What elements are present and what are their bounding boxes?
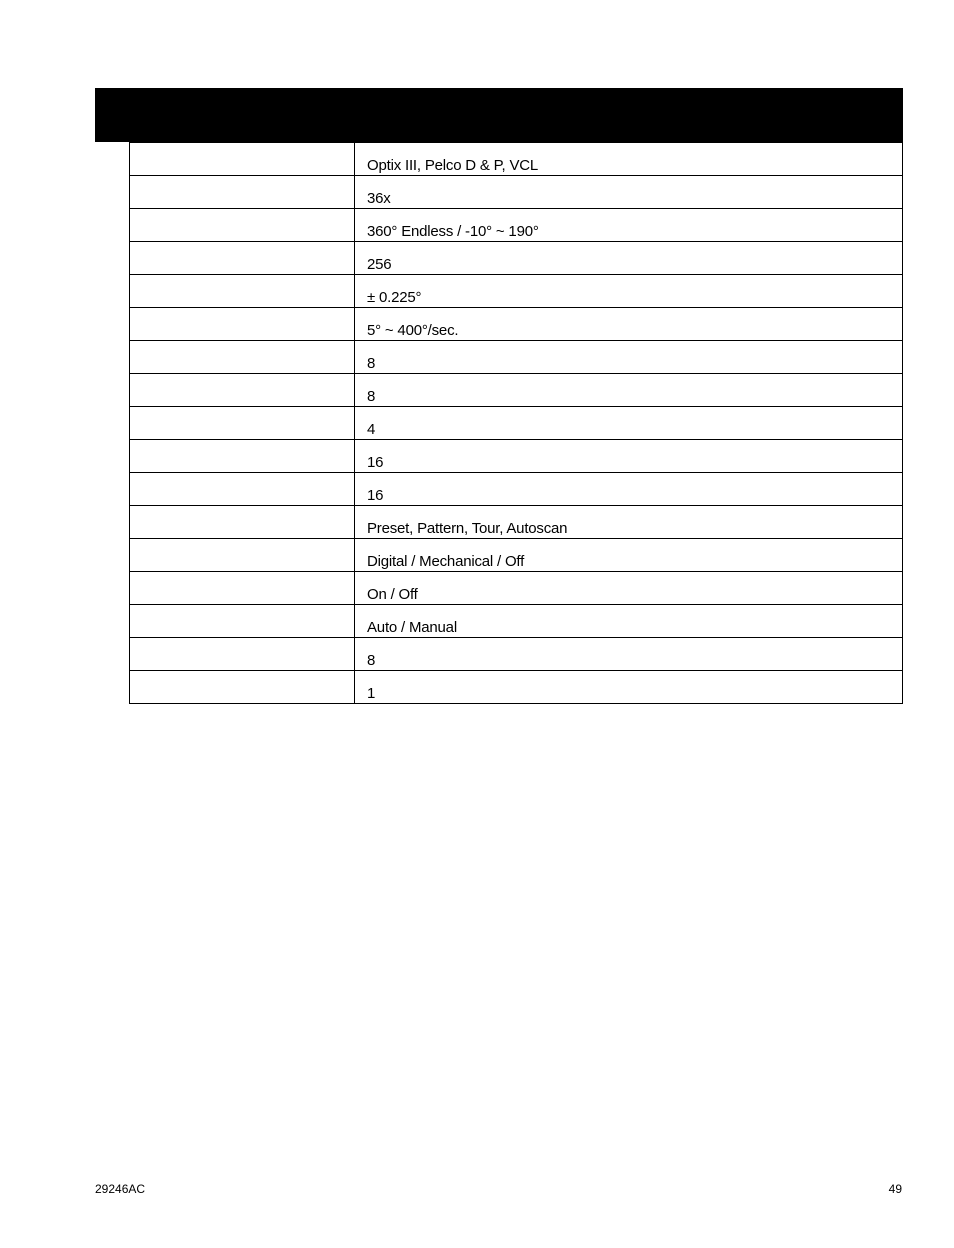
spec-value: ± 0.225° xyxy=(355,275,903,308)
spec-label xyxy=(130,341,355,374)
spec-value: Preset, Pattern, Tour, Autoscan xyxy=(355,506,903,539)
spec-label xyxy=(130,242,355,275)
spec-label xyxy=(130,440,355,473)
table-row xyxy=(130,605,903,638)
spec-label xyxy=(130,539,355,572)
spec-value: Optix III, Pelco D & P, VCL xyxy=(355,143,903,176)
table-row xyxy=(130,176,903,209)
spec-value: 4 xyxy=(355,407,903,440)
table-row xyxy=(130,308,903,341)
table-row xyxy=(130,539,903,572)
table-row xyxy=(130,572,903,605)
spec-label xyxy=(130,605,355,638)
spec-value: 8 xyxy=(355,638,903,671)
spec-label xyxy=(130,308,355,341)
table-row xyxy=(130,143,903,176)
spec-value: 256 xyxy=(355,242,903,275)
table-row xyxy=(130,407,903,440)
table-row xyxy=(130,671,903,704)
table-row xyxy=(130,341,903,374)
spec-value: Auto / Manual xyxy=(355,605,903,638)
specifications-table xyxy=(129,142,903,704)
spec-value: 36x xyxy=(355,176,903,209)
document-number: 29246AC xyxy=(95,1182,146,1196)
spec-label xyxy=(130,473,355,506)
spec-label xyxy=(130,506,355,539)
table-row xyxy=(130,275,903,308)
spec-label xyxy=(130,275,355,308)
spec-value: Digital / Mechanical / Off xyxy=(355,539,903,572)
spec-label xyxy=(130,572,355,605)
page-number: 49 xyxy=(888,1182,902,1196)
spec-value: 360° Endless / -10° ~ 190° xyxy=(355,209,903,242)
spec-label xyxy=(130,374,355,407)
spec-value: 1 xyxy=(355,671,903,704)
spec-value: 5° ~ 400°/sec. xyxy=(355,308,903,341)
table-row xyxy=(130,242,903,275)
table-row xyxy=(130,506,903,539)
spec-label xyxy=(130,671,355,704)
spec-value: On / Off xyxy=(355,572,903,605)
spec-label xyxy=(130,209,355,242)
table-header-bar xyxy=(95,88,903,142)
table-row xyxy=(130,473,903,506)
table-row xyxy=(130,374,903,407)
spec-value: 16 xyxy=(355,473,903,506)
table-row xyxy=(130,440,903,473)
spec-label xyxy=(130,176,355,209)
table-row xyxy=(130,209,903,242)
spec-label xyxy=(130,638,355,671)
spec-label xyxy=(130,407,355,440)
spec-value: 8 xyxy=(355,341,903,374)
table-row xyxy=(130,638,903,671)
spec-value: 16 xyxy=(355,440,903,473)
spec-value: 8 xyxy=(355,374,903,407)
spec-label xyxy=(130,143,355,176)
